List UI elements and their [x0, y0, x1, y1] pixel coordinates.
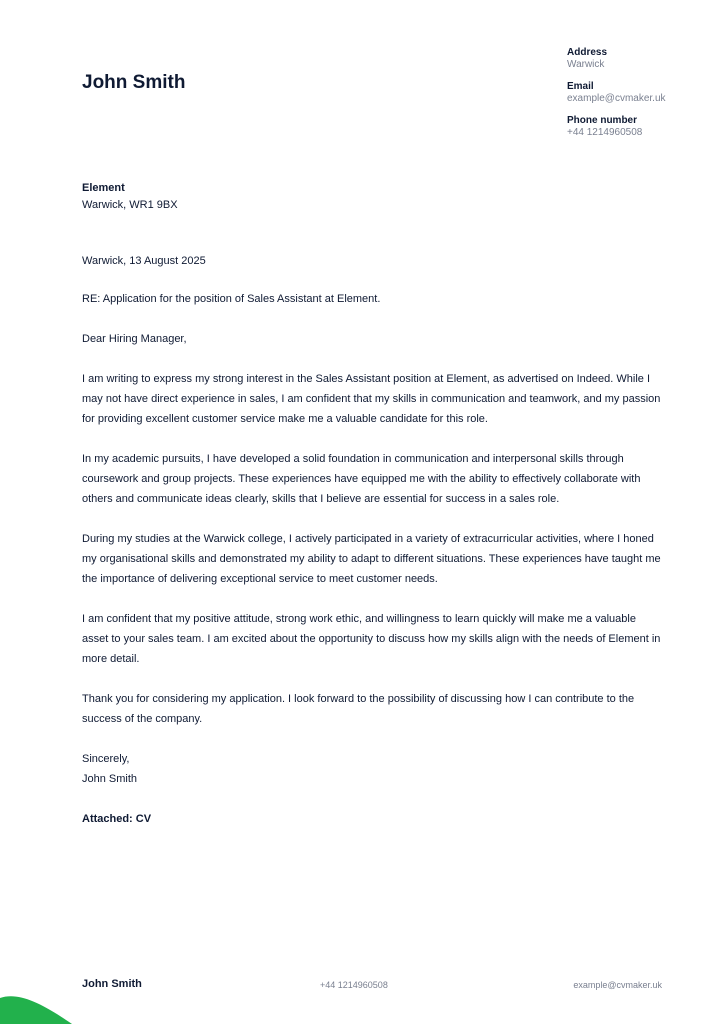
footer-email: example@cvmaker.uk — [573, 980, 662, 990]
page-footer — [82, 978, 662, 994]
address-label: Address — [567, 47, 608, 58]
subject-line: RE: Application for the position of Sales Assistant at Element. — [82, 293, 381, 305]
contact-block — [567, 46, 717, 148]
recipient-company: Element — [82, 182, 125, 194]
contact-phone — [567, 114, 717, 139]
paragraph: In my academic pursuits, I have developed a solid foundation in communication and interpersonal skills through coursework and group projects. These experiences have equipped me with the ability to effectively collaborate with others and communicate ideas clearly, skills that I believe are essential for success in a sales role. — [82, 453, 641, 505]
address-value: Warwick — [567, 59, 605, 70]
recipient-block — [82, 180, 178, 214]
attachment-note: Attached: CV — [82, 813, 152, 825]
recipient-address: Warwick, WR1 9BX — [82, 199, 178, 211]
corner-accent-shape — [0, 990, 80, 1024]
footer-name: John Smith — [82, 978, 142, 990]
signature-name: John Smith — [82, 773, 138, 785]
phone-value: +44 1214960508 — [567, 127, 643, 138]
salutation: Dear Hiring Manager, — [82, 333, 187, 345]
closing: Sincerely, — [82, 753, 130, 765]
contact-email — [567, 80, 717, 105]
letter-body — [82, 251, 662, 829]
contact-address — [567, 46, 717, 71]
date-line: Warwick, 13 August 2025 — [82, 255, 206, 267]
footer-phone: +44 1214960508 — [320, 980, 388, 990]
phone-label: Phone number — [567, 115, 638, 126]
applicant-name: John Smith — [82, 72, 186, 93]
paragraph: Thank you for considering my application. I look forward to the possibility of discussing how I can contribute to the success of the company. — [82, 693, 635, 725]
paragraph: During my studies at the Warwick college, I actively participated in a variety of extracurricular activities, where I honed my organisational skills and demonstrated my ability to adapt to different situations. These experiences have taught me the importance of delivering exceptional service to meet customer needs. — [82, 533, 661, 585]
email-label: Email — [567, 81, 594, 92]
paragraph: I am writing to express my strong interest in the Sales Assistant position at Element, as advertised on Indeed. While I may not have direct experience in sales, I am confident that my skills in communication and teamwork, and my passion for providing excellent customer service make me a valuable candidate for this role. — [82, 373, 661, 425]
paragraph: I am confident that my positive attitude, strong work ethic, and willingness to learn quickly will make me a valuable asset to your sales team. I am excited about the opportunity to discuss how my skills align with the needs of Element in more detail. — [82, 613, 661, 665]
email-value: example@cvmaker.uk — [567, 93, 666, 104]
